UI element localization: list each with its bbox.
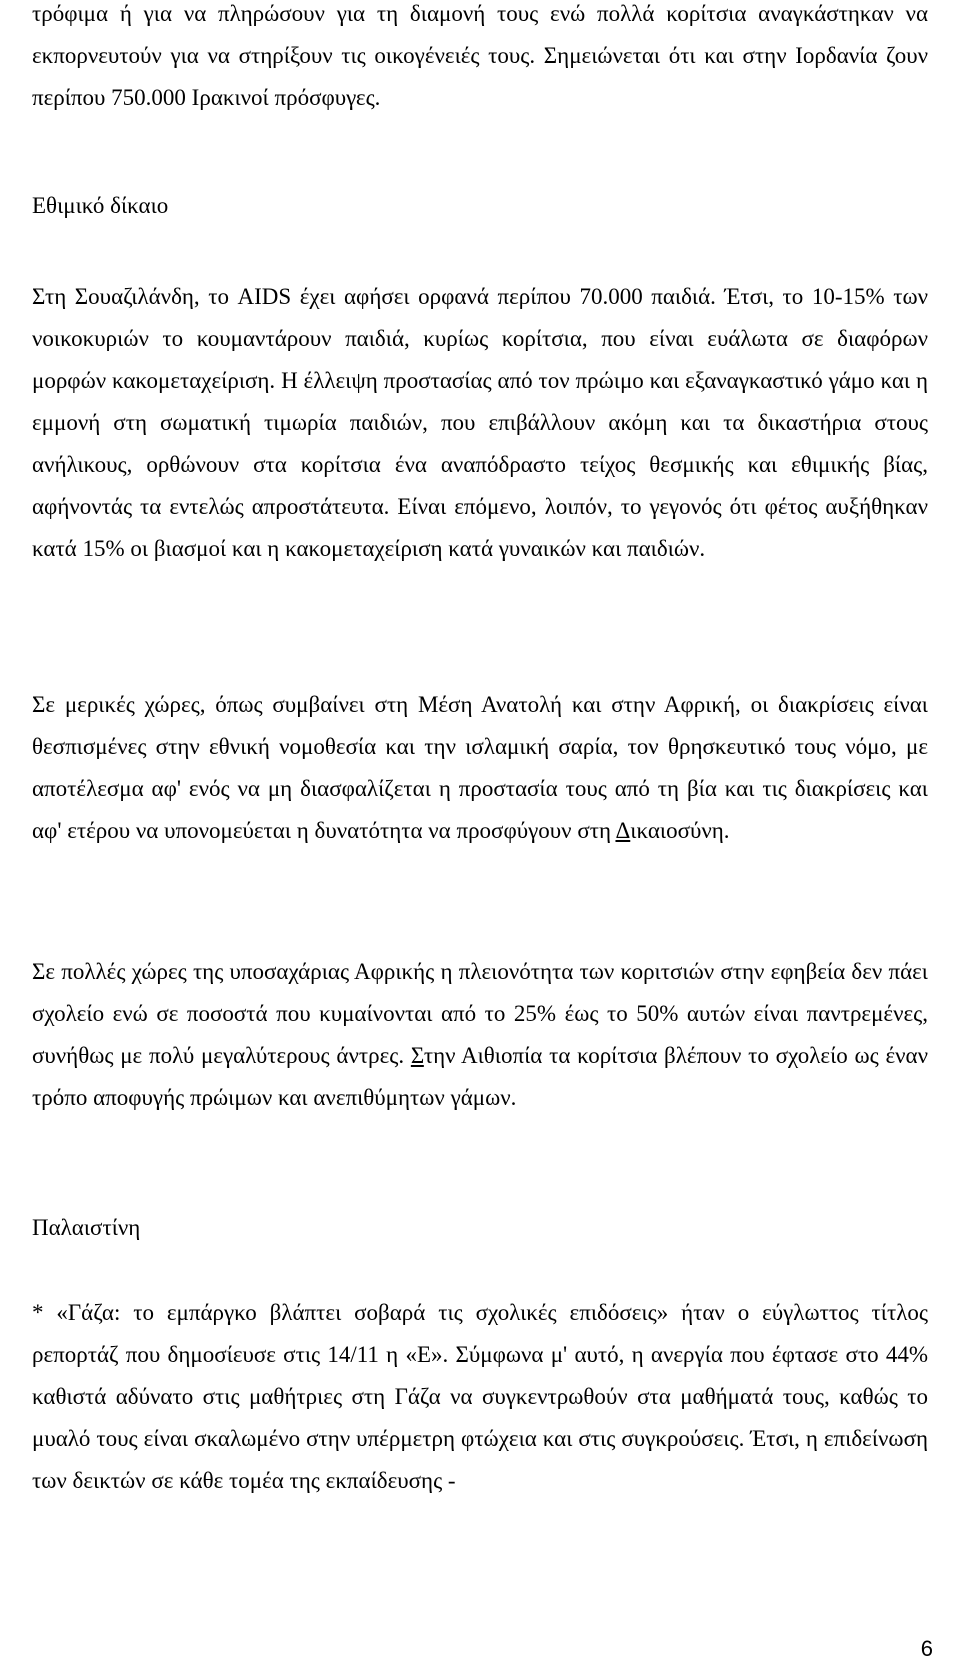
middle-east-text-end: ικαιοσύνη. bbox=[630, 818, 730, 843]
middle-east-paragraph bbox=[32, 684, 928, 852]
swaziland-text-justified: Η έλλειψη προστασίας από τον πρώιμο και εξαναγκαστικό γάμο και η εμμονή στη σωματική τιμωρία παιδιών, που επιβάλλουν ακόμη και τα δικαστήρια στους ανήλικους, ορθώνουν στα κορίτσια ένα αναπόδραστο τείχος θεσμικής και εθιμικής βίας, αφήνοντάς τα εντελώς απροστάτευτα. Είναι επόμενο, λοιπόν, το γεγονός ότι φέτος αυξήθηκαν κατά 15% οι βιασμοί και η κακομεταχείριση κατά γυναικών και παιδιών. bbox=[32, 368, 929, 561]
gaza-paragraph bbox=[32, 1292, 928, 1502]
heading-custom-law bbox=[32, 185, 168, 227]
swaziland-text-plain: Στη Σουαζιλάνδη, το AIDS έχει αφήσει ορφανά περίπου 70.000 παιδιά. Έτσι, το 10-15% των νοικοκυριών το κουμαντάρουν παιδιά, κυρίως κορίτσια, που είναι ευάλωτα σε διαφόρων μορφών κακομεταχείριση. bbox=[32, 284, 928, 393]
sub-saharan-text-end: την Αιθιοπία τα κορίτσια βλέπουν το σχολείο ως έναν τρόπο αποφυγής πρώιμων και ανεπιθύμητων γάμων. bbox=[32, 1043, 929, 1110]
heading-palestine-text: Παλαιστίνη bbox=[32, 1215, 141, 1240]
justice-link[interactable]: Δ bbox=[615, 818, 631, 843]
intro-text: τρόφιμα ή για να πληρώσουν για τη διαμονή τους ενώ πολλά κορίτσια αναγκάστηκαν να εκπορνευτούν για να στηρίξουν τις οικογένειές τους. Σημειώνεται ότι και στην Ιορδανία ζουν περίπου 750.000 Ιρακινοί πρόσφυγες. bbox=[32, 1, 928, 110]
sub-saharan-text: Σε πολλές χώρες της υποσαχάριας Αφρικής η πλειονότητα των κοριτσιών στην εφηβεία δεν πάει σχολείο ενώ σε ποσοστά που κυμαίνονται από το 25% έως το 50% αυτών είναι παντρεμένες, συνήθως με πολύ μεγαλύτερους άντρες. bbox=[32, 959, 928, 1068]
sub-saharan-paragraph bbox=[32, 951, 928, 1119]
heading-palestine bbox=[32, 1207, 140, 1249]
middle-east-text: Σε μερικές χώρες, όπως συμβαίνει στη Μέση Ανατολή και στην Αφρική, οι διακρίσεις είναι θεσπισμένες στην εθνική νομοθεσία και την ισλαμική σαρία, τον θρησκευτικό τους νόμο, με αποτέλεσμα αφ' ενός να μη διασφαλίζεται η προστασία τους από τη βία και τις διακρίσεις και αφ' ετέρου να υπονομεύεται η δυνατότητα να προσφύγουν στη bbox=[32, 692, 928, 843]
gaza-text: * «Γάζα: το εμπάργκο βλάπτει σοβαρά τις σχολικές επιδόσεις» ήταν ο εύγλωττος τίτλος ρεπορτάζ που δημοσίευσε στις 14/11 η «Ε». Σύμφωνα μ' αυτό, η ανεργία που έφτασε στο 44% καθιστά αδύνατο στις μαθήτριες στη Γάζα να συγκεντρωθούν στα μαθήματά τους, καθώς το μυαλό τους είναι σκαλωμένο στην υπέρμετρη φτώχεια και στις συγκρούσεις. Έτσι, η επιδείνωση των δεικτών σε κάθε τομέα της εκπαίδευσης - bbox=[32, 1300, 928, 1493]
intro-paragraph bbox=[32, 0, 928, 119]
ethiopia-link[interactable]: Σ bbox=[410, 1043, 424, 1068]
page-number: 6 bbox=[920, 1636, 933, 1661]
swaziland-paragraph bbox=[32, 276, 928, 570]
heading-custom-law-text: Εθιμικό δίκαιο bbox=[32, 193, 169, 218]
